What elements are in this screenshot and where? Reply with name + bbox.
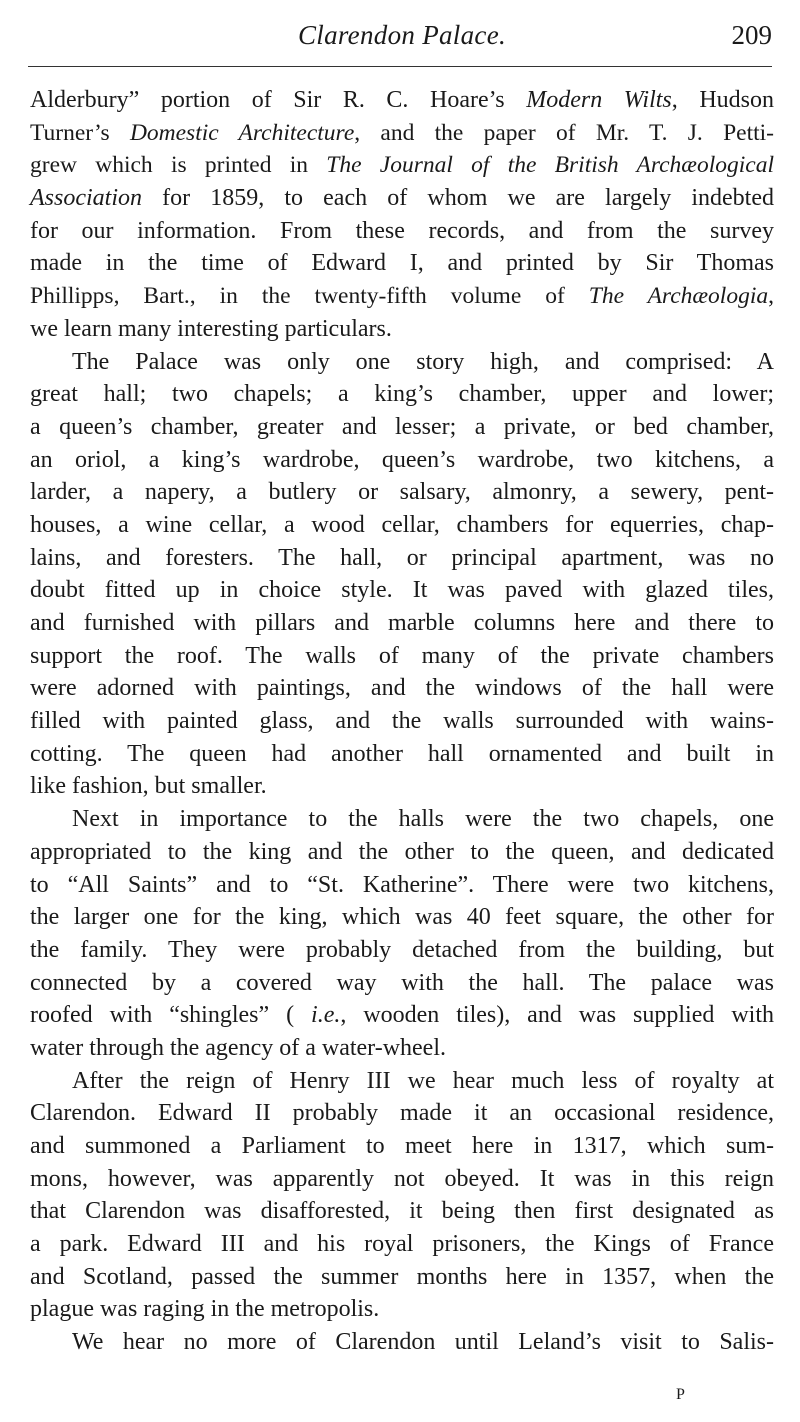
italic-text: The Journal of the British Archæological bbox=[326, 152, 774, 179]
text-line bbox=[30, 607, 774, 640]
text-line bbox=[30, 901, 774, 934]
text-segment: the family. They were probably detached from the building, but bbox=[30, 936, 774, 963]
text-segment: we learn many interesting particulars. bbox=[30, 315, 392, 342]
text-segment: to “All Saints” and to “St. Katherine”. There were two kitchens, bbox=[30, 871, 774, 898]
header-rule bbox=[28, 66, 772, 67]
text-line bbox=[30, 117, 774, 150]
text-segment: and summoned a Parliament to meet here in 1317, which sum- bbox=[30, 1133, 774, 1159]
body-text bbox=[30, 84, 774, 1359]
text-segment: After the reign of Henry III we hear much less of royalty at bbox=[72, 1067, 774, 1094]
text-line bbox=[30, 1261, 774, 1294]
running-title: Clarendon Palace. bbox=[297, 20, 507, 50]
text-segment: , bbox=[768, 283, 774, 310]
text-line bbox=[30, 182, 774, 215]
text-line bbox=[30, 149, 774, 182]
text-line bbox=[30, 411, 774, 444]
text-segment: a queen’s chamber, greater and lesser; a private, or bed chamber, bbox=[30, 413, 774, 440]
text-segment: great hall; two chapels; a king’s chamber, upper and lower; bbox=[30, 381, 774, 408]
text-line bbox=[30, 770, 774, 803]
text-segment: Next in importance to the halls were the two chapels, one bbox=[72, 806, 774, 833]
text-line bbox=[30, 705, 774, 738]
text-line bbox=[30, 640, 774, 673]
text-segment: were adorned with paintings, and the windows of the hall were bbox=[30, 675, 774, 702]
text-segment: The Palace was only one story high, and comprised: A bbox=[72, 348, 774, 375]
text-line bbox=[30, 934, 774, 967]
text-segment: made in the time of Edward I, and printed by Sir Thomas bbox=[30, 250, 774, 277]
text-segment: appropriated to the king and the other to the queen, and dedicated bbox=[30, 838, 774, 865]
text-line bbox=[30, 1032, 774, 1065]
text-line bbox=[30, 1326, 774, 1359]
running-head bbox=[28, 16, 776, 56]
text-segment: Clarendon. Edward II probably made it an occasional residence, bbox=[30, 1100, 774, 1127]
text-line bbox=[30, 738, 774, 771]
text-line bbox=[30, 346, 774, 379]
text-segment: , Hudson bbox=[671, 87, 774, 113]
text-line bbox=[30, 1097, 774, 1130]
text-segment: roofed with “shingles” ( bbox=[30, 1002, 312, 1029]
text-segment: an oriol, a king’s wardrobe, queen’s wardrobe, two kitchens, a bbox=[30, 446, 774, 473]
text-line bbox=[30, 1228, 774, 1261]
text-segment: , wooden tiles), and was supplied with bbox=[340, 1002, 774, 1029]
text-segment: cotting. The queen had another hall ornamented and built in bbox=[30, 740, 774, 767]
text-line bbox=[30, 869, 774, 902]
text-segment: connected by a covered way with the hall. The palace was bbox=[30, 969, 774, 996]
text-line bbox=[30, 967, 774, 1000]
text-line bbox=[30, 574, 774, 607]
text-segment: larder, a napery, a butlery or salsary, almonry, a sewery, pent- bbox=[30, 479, 774, 506]
text-line bbox=[30, 542, 774, 575]
text-segment: water through the agency of a water-wheel. bbox=[30, 1034, 446, 1061]
text-segment: a park. Edward III and his royal prisoners, the Kings of France bbox=[30, 1231, 774, 1258]
text-line bbox=[30, 999, 774, 1032]
text-segment: Phillipps, Bart., in the twenty-fifth volume of bbox=[30, 283, 589, 310]
text-segment: for 1859, to each of whom we are largely indebted bbox=[142, 185, 774, 212]
text-line bbox=[30, 1065, 774, 1098]
text-line bbox=[30, 803, 774, 836]
text-segment: We hear no more of Clarendon until Leland’s visit to Salis- bbox=[72, 1329, 774, 1356]
text-segment: filled with painted glass, and the walls surrounded with wains- bbox=[30, 708, 774, 735]
text-line bbox=[30, 476, 774, 509]
text-line bbox=[30, 378, 774, 411]
text-segment: and furnished with pillars and marble columns here and there to bbox=[30, 610, 774, 636]
text-segment: Turner’s bbox=[30, 119, 130, 146]
text-segment: grew which is printed in bbox=[30, 152, 327, 179]
text-segment: , and the paper of Mr. T. J. Petti- bbox=[354, 119, 774, 146]
text-segment: that Clarendon was disafforested, it being then first designated as bbox=[30, 1198, 774, 1225]
text-segment: plague was raging in the metropolis. bbox=[30, 1296, 380, 1323]
text-segment: mons, however, was apparently not obeyed. It was in this reign bbox=[30, 1165, 774, 1192]
text-segment: Alderbury” portion of Sir R. C. Hoare’s bbox=[30, 87, 527, 113]
text-segment: and Scotland, passed the summer months here in 1357, when the bbox=[30, 1263, 774, 1290]
text-segment: support the roof. The walls of many of the private chambers bbox=[30, 642, 774, 669]
page-number: 209 bbox=[731, 20, 772, 50]
text-line bbox=[30, 1163, 774, 1196]
text-segment: for our information. From these records, and from the survey bbox=[30, 217, 774, 244]
text-segment: doubt fitted up in choice style. It was paved with glazed tiles, bbox=[30, 577, 774, 604]
text-line bbox=[30, 1195, 774, 1228]
text-segment: like fashion, but smaller. bbox=[30, 773, 267, 800]
text-line bbox=[30, 444, 774, 477]
text-line bbox=[30, 247, 774, 280]
text-line bbox=[30, 1293, 774, 1326]
text-segment: lains, and foresters. The hall, or principal apartment, was no bbox=[30, 544, 774, 571]
text-line bbox=[30, 836, 774, 869]
text-line bbox=[30, 280, 774, 313]
text-line bbox=[30, 1130, 774, 1163]
text-segment: the larger one for the king, which was 40 feet square, the other for bbox=[30, 904, 774, 931]
text-line bbox=[30, 313, 774, 346]
italic-text: The Archæologia bbox=[588, 283, 769, 310]
text-line bbox=[30, 215, 774, 248]
text-line bbox=[30, 672, 774, 705]
signature-mark: P bbox=[676, 1386, 686, 1403]
italic-text: Modern Wilts bbox=[526, 87, 672, 113]
text-segment: houses, a wine cellar, a wood cellar, chambers for equerries, chap- bbox=[30, 511, 774, 538]
italic-text: Domestic Architecture bbox=[129, 119, 355, 146]
text-line bbox=[30, 509, 774, 542]
italic-text: Association bbox=[30, 185, 142, 212]
text-line bbox=[30, 84, 774, 117]
italic-text: i.e. bbox=[311, 1002, 341, 1029]
